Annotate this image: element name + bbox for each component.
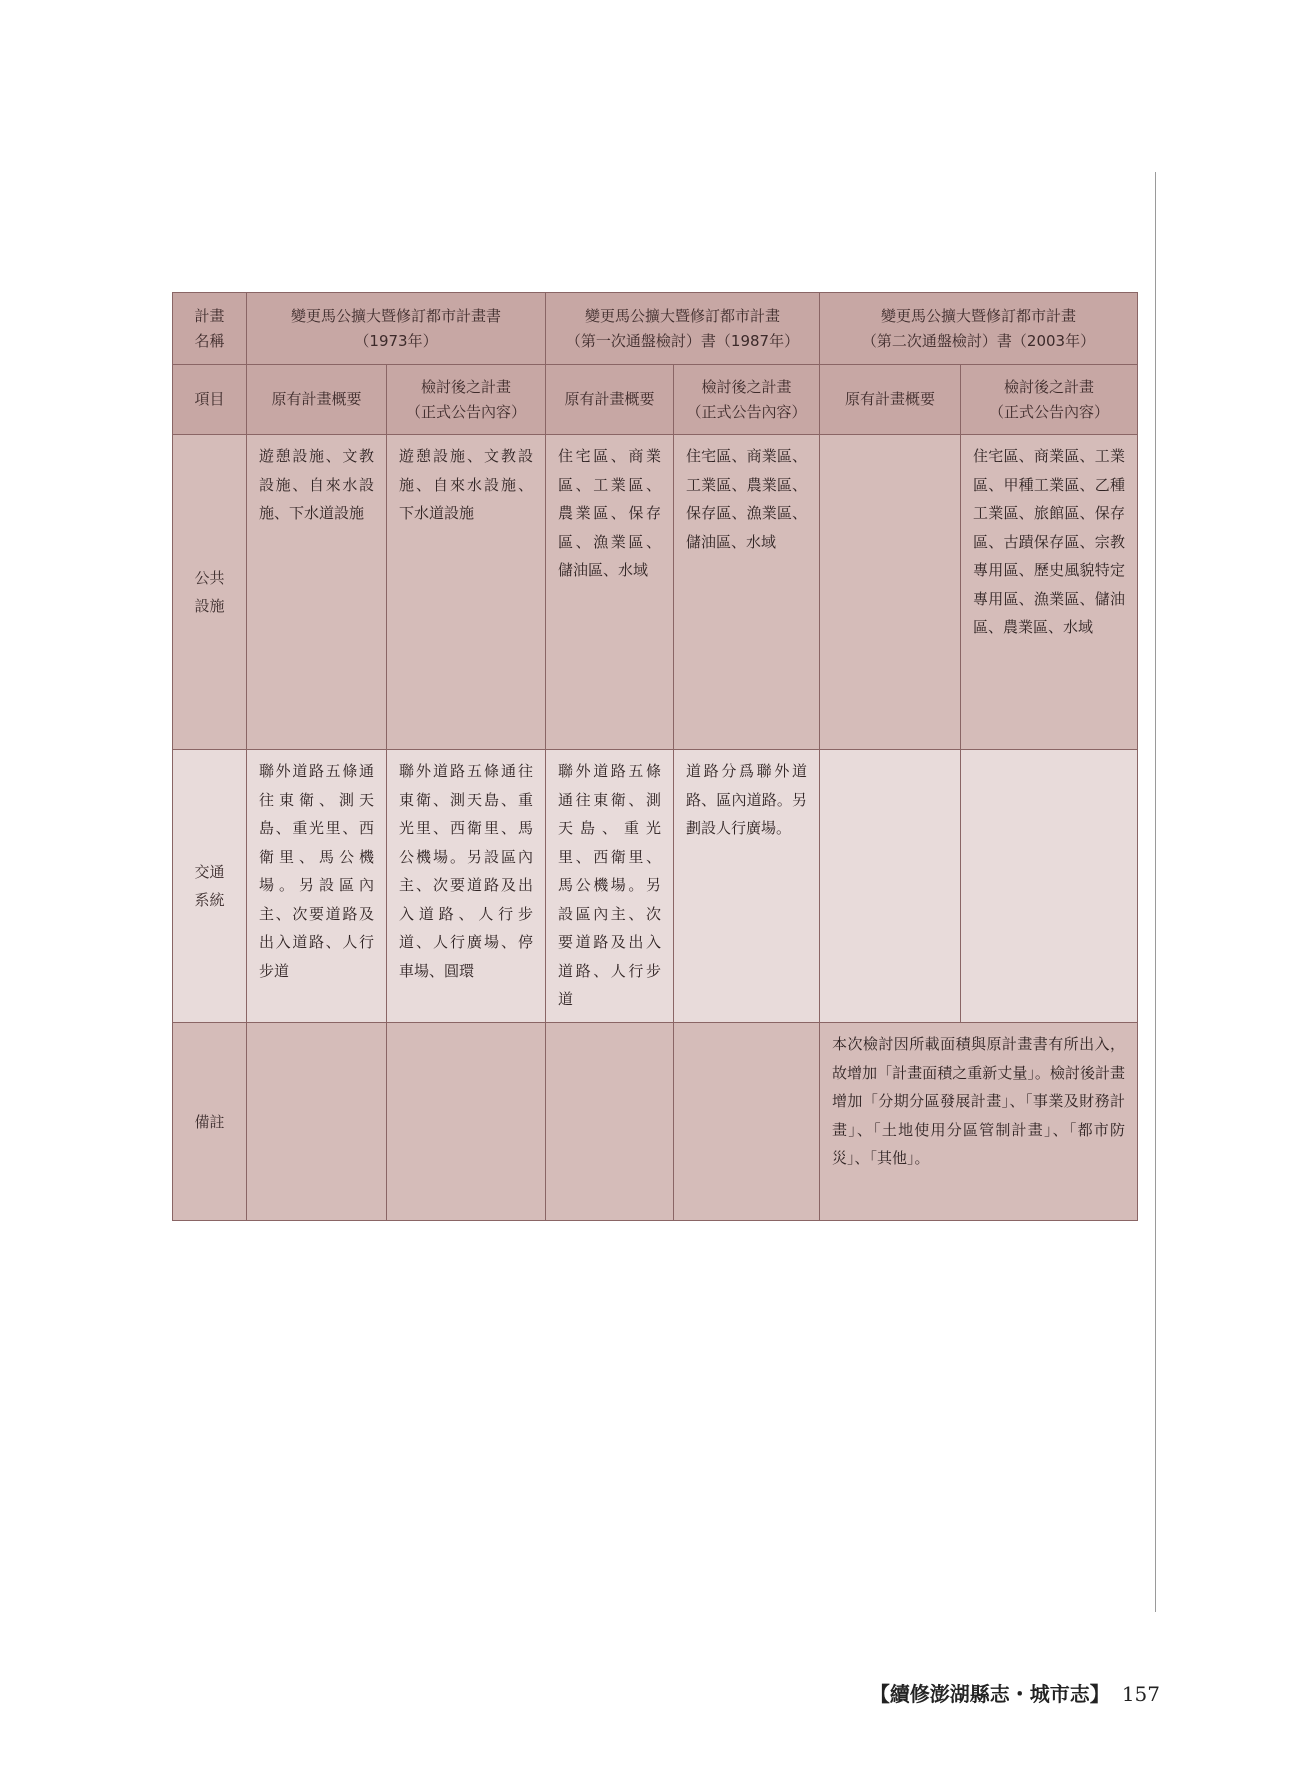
plan-comparison-table [172, 292, 1138, 1221]
cell-traffic-original-1973: 聯外道路五條通往東衛、測天島、重光里、西衛里、馬公機場。另設區內主、次要道路及出入道路、人行步道 [247, 750, 387, 1023]
header-row-columns [173, 365, 1138, 435]
page-number: 157 [1121, 1682, 1160, 1706]
margin-rule [1155, 172, 1156, 1612]
header-plan-2003: 變更馬公擴大暨修訂都市計畫 （第二次通盤檢討）書（2003年） [820, 293, 1138, 365]
header-plan-1987: 變更馬公擴大暨修訂都市計畫 （第一次通盤檢討）書（1987年） [546, 293, 820, 365]
cell-public-revised-1973: 遊憩設施、文教設施、自來水設施、下水道設施 [387, 435, 546, 750]
header-revised-1987: 檢討後之計畫 （正式公告內容） [674, 365, 820, 435]
header-revised-2003: 檢討後之計畫 （正式公告內容） [961, 365, 1138, 435]
cell-traffic-original-1987: 聯外道路五條通往東衛、測天島、重光里、西衛里、馬公機場。另設區內主、次要道路及出入道路、人行步道 [546, 750, 674, 1023]
row-traffic-system [173, 750, 1138, 1023]
cell-public-revised-1987: 住宅區、商業區、工業區、農業區、保存區、漁業區、儲油區、水域 [674, 435, 820, 750]
header-label-item: 項目 [173, 365, 247, 435]
cell-remarks-2003-merged: 本次檢討因所載面積與原計畫書有所出入，故增加「計畫面積之重新丈量」。檢討後計畫增加「分期分區發展計畫」、「事業及財務計畫」、「土地使用分區管制計畫」、「都市防災」、「其他」。 [820, 1023, 1138, 1221]
header-original-1973: 原有計畫概要 [247, 365, 387, 435]
row-label-public-facilities: 公共 設施 [173, 435, 247, 750]
row-public-facilities [173, 435, 1138, 750]
page-footer [870, 1678, 1160, 1707]
header-original-2003: 原有計畫概要 [820, 365, 961, 435]
cell-remarks-original-1987 [546, 1023, 674, 1221]
row-label-traffic-system: 交通 系統 [173, 750, 247, 1023]
cell-public-revised-2003: 住宅區、商業區、工業區、甲種工業區、乙種工業區、旅館區、保存區、古蹟保存區、宗教專用區、歷史風貌特定專用區、漁業區、儲油區、農業區、水域 [961, 435, 1138, 750]
header-original-1987: 原有計畫概要 [546, 365, 674, 435]
row-remarks [173, 1023, 1138, 1221]
header-label-plan-name: 計畫 名稱 [173, 293, 247, 365]
header-row-plan-names [173, 293, 1138, 365]
cell-remarks-revised-1973 [387, 1023, 546, 1221]
book-title: 【續修澎湖縣志・城市志】 [869, 1682, 1110, 1706]
cell-remarks-revised-1987 [674, 1023, 820, 1221]
cell-traffic-original-2003 [820, 750, 961, 1023]
cell-remarks-original-1973 [247, 1023, 387, 1221]
cell-public-original-1987: 住宅區、商業區、工業區、農業區、保存區、漁業區、儲油區、水域 [546, 435, 674, 750]
cell-traffic-revised-1973: 聯外道路五條通往東衛、測天島、重光里、西衛里、馬公機場。另設區內主、次要道路及出入道路、人行步道、人行廣場、停車場、圓環 [387, 750, 546, 1023]
cell-public-original-1973: 遊憩設施、文教設施、自來水設施、下水道設施 [247, 435, 387, 750]
header-plan-1973: 變更馬公擴大暨修訂都市計畫書 （1973年） [247, 293, 546, 365]
row-label-remarks: 備註 [173, 1023, 247, 1221]
cell-public-original-2003 [820, 435, 961, 750]
cell-traffic-revised-2003 [961, 750, 1138, 1023]
header-revised-1973: 檢討後之計畫 （正式公告內容） [387, 365, 546, 435]
cell-traffic-revised-1987: 道路分爲聯外道路、區內道路。另劃設人行廣場。 [674, 750, 820, 1023]
